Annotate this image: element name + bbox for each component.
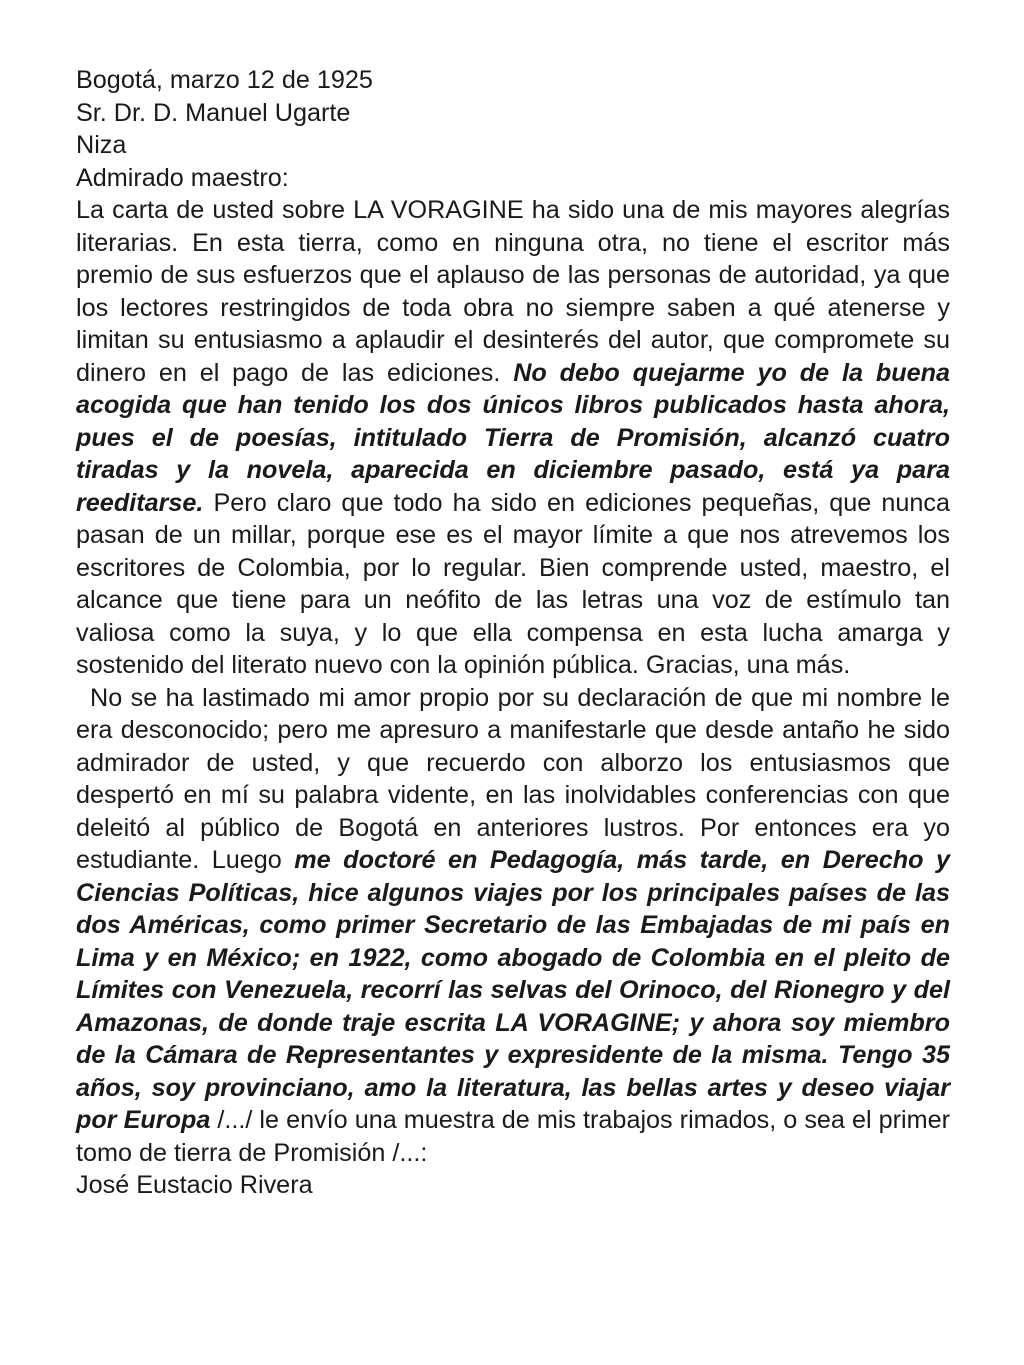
date-line: Bogotá, marzo 12 de 1925 (76, 66, 373, 94)
paragraph-1 (76, 194, 950, 682)
recipient-line: Sr. Dr. D. Manuel Ugarte (76, 98, 351, 127)
paragraph-1-text-after: Pero claro que todo ha sido en ediciones pequeñas, que nunca pasan de un millar, porque ese es el mayor límite a que nos atrevemos los escritores de Colombia, por lo regular. Bien comprende usted, maestro, el alcance que tiene para un neófito de las letras una voz de estímulo tan valiosa como la suya, y lo que ella compensa en esta lucha amarga y sostenido del literato nuevo con la opinión pública. Gracias, una más. (76, 488, 950, 679)
paragraph-2 (76, 682, 950, 1170)
letter (76, 64, 950, 1202)
paragraph-2-text-after: /.../ le envío una muestra de mis trabajos rimados, o sea el primer tomo de tierra de Promisión /...: (76, 1106, 950, 1167)
location-line: Niza (76, 131, 127, 159)
paragraph-1-text-before: La carta de usted sobre LA VORAGINE ha sido una de mis mayores alegrías literarias. En esta tierra, como en ninguna otra, no tiene el escritor más premio de sus esfuerzos que el aplauso de las personas de autoridad, ya que los lectores restringidos de toda obra no siempre saben a qué atenerse y limitan su entusiasmo a aplaudir el desinterés del autor, que compromete su dinero en el pago de las ediciones. (76, 196, 950, 387)
paragraph-2-text-before: No se ha lastimado mi amor propio por su declaración de que mi nombre le era desconocido; pero me apresuro a manifestarle que desde antaño he sido admirador de usted, y que recuerdo con alborzo los entusiasmos que despertó en mí su palabra vidente, en las inolvidables conferencias con que deleitó al público de Bogotá en anteriores lustros. Por entonces era yo estudiante. Luego (76, 683, 950, 874)
salutation: Admirado maestro: (76, 163, 289, 192)
paragraph-2-emphasis: me doctoré en Pedagogía, más tarde, en Derecho y Ciencias Políticas, hice algunos viajes por los principales países de las dos Américas, como primer Secretario de las Embajadas de mi país en Lima y en México; en 1922, como abogado de Colombia en el pleito de Límites con Venezuela, recorrí las selvas del Orinoco, del Rionegro y del Amazonas, de donde traje escrita LA VORAGINE; y ahora soy miembro de la Cámara de Representantes y expresidente de la misma. Tengo 35 años, soy provinciano, amo la literatura, las bellas artes y deseo viajar por Europa (76, 846, 950, 1134)
paragraph-1-emphasis: No debo quejarme yo de la buena acogida que han tenido los dos únicos libros publicados hasta ahora, pues el de poesías, intitulado Tierra de Promisión, alcanzó cuatro tiradas y la novela, aparecida en diciembre pasado, está ya para reeditarse. (76, 358, 950, 517)
signature: José Eustacio Rivera (76, 1171, 313, 1199)
